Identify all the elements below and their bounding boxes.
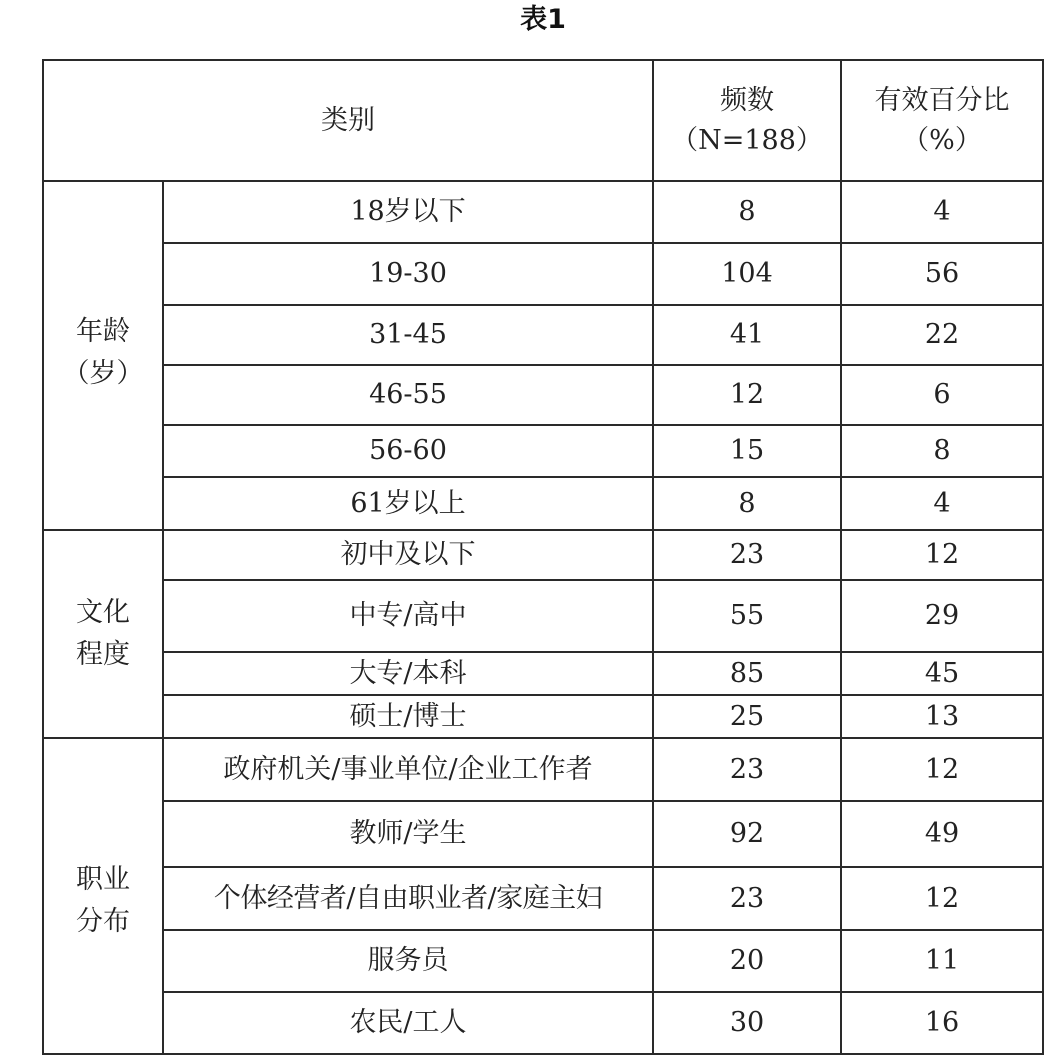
frequency-cell: 30 bbox=[729, 1007, 765, 1038]
header-frequency-label: 频数 bbox=[720, 84, 774, 116]
group-divider bbox=[43, 737, 1043, 739]
frequency-cell: 41 bbox=[729, 319, 765, 350]
row-divider bbox=[163, 579, 1043, 581]
percent-cell: 12 bbox=[924, 539, 960, 570]
percent-cell: 29 bbox=[924, 600, 960, 631]
percent-cell: 16 bbox=[924, 1007, 960, 1038]
table-border-left bbox=[42, 59, 44, 1055]
header-frequency-n: （N=188） bbox=[671, 124, 823, 156]
row-divider bbox=[163, 929, 1043, 931]
column-divider bbox=[840, 59, 842, 1055]
item-cell: 个体经营者/自由职业者/家庭主妇 bbox=[213, 882, 603, 914]
frequency-cell: 92 bbox=[729, 818, 765, 849]
item-cell: 政府机关/事业单位/企业工作者 bbox=[223, 753, 593, 785]
percent-cell: 56 bbox=[924, 258, 960, 289]
percent-cell: 45 bbox=[924, 657, 960, 689]
group-divider bbox=[43, 529, 1043, 531]
item-cell: 农民/工人 bbox=[349, 1007, 467, 1038]
group-label-line: 分布 bbox=[76, 906, 130, 937]
header-percent-unit: （%） bbox=[902, 124, 982, 156]
row-divider bbox=[163, 651, 1043, 653]
item-cell: 初中及以下 bbox=[340, 539, 476, 570]
frequency-cell: 23 bbox=[729, 753, 765, 785]
header-frequency bbox=[653, 60, 841, 181]
item-cell: 硕士/博士 bbox=[349, 700, 467, 732]
group-label-line: 程度 bbox=[76, 639, 130, 670]
header-category bbox=[43, 60, 653, 181]
header-percent-label: 有效百分比 bbox=[874, 84, 1010, 116]
item-cell: 31-45 bbox=[369, 319, 447, 350]
item-cell: 大专/本科 bbox=[349, 657, 467, 689]
percent-cell: 8 bbox=[933, 435, 951, 466]
frequency-cell: 25 bbox=[729, 700, 765, 732]
group-label-line: 年龄 bbox=[76, 315, 130, 347]
frequency-cell: 8 bbox=[738, 196, 756, 227]
row-divider bbox=[163, 304, 1043, 306]
row-divider bbox=[163, 424, 1043, 426]
percent-cell: 6 bbox=[933, 379, 951, 410]
header-category-label: 类别 bbox=[321, 104, 375, 136]
percent-cell: 13 bbox=[924, 700, 960, 732]
table-border-right bbox=[1042, 59, 1044, 1055]
item-cell: 19-30 bbox=[369, 258, 447, 289]
group-label-line: 文化 bbox=[76, 597, 130, 628]
group-label-line: （岁） bbox=[62, 357, 144, 389]
item-cell: 18岁以下 bbox=[350, 196, 466, 227]
table-border-bottom bbox=[43, 1053, 1043, 1055]
percent-cell: 12 bbox=[924, 753, 960, 785]
frequency-cell: 85 bbox=[729, 657, 765, 689]
group-label-age bbox=[43, 181, 163, 530]
frequency-cell: 23 bbox=[729, 539, 765, 570]
row-divider bbox=[163, 476, 1043, 478]
header-percent bbox=[841, 60, 1043, 181]
row-divider bbox=[163, 694, 1043, 696]
item-cell: 61岁以上 bbox=[350, 487, 466, 519]
item-cell: 56-60 bbox=[369, 435, 447, 466]
percent-cell: 4 bbox=[933, 487, 951, 519]
header-divider bbox=[43, 180, 1043, 182]
group-label-line: 职业 bbox=[76, 864, 130, 895]
percent-cell: 22 bbox=[924, 319, 960, 350]
table-title: 表1 bbox=[520, 4, 566, 35]
row-divider bbox=[163, 991, 1043, 993]
column-divider bbox=[652, 59, 654, 1055]
percent-cell: 11 bbox=[924, 945, 960, 976]
frequency-cell: 15 bbox=[729, 435, 765, 466]
frequency-cell: 8 bbox=[738, 487, 756, 519]
row-divider bbox=[163, 242, 1043, 244]
item-cell: 教师/学生 bbox=[349, 818, 467, 849]
percent-cell: 4 bbox=[933, 196, 951, 227]
item-cell: 服务员 bbox=[367, 945, 449, 976]
frequency-cell: 55 bbox=[729, 600, 765, 631]
table-border-top bbox=[43, 59, 1043, 61]
row-divider bbox=[163, 866, 1043, 868]
percent-cell: 12 bbox=[924, 882, 960, 914]
frequency-cell: 104 bbox=[721, 258, 773, 289]
group-column-divider bbox=[162, 180, 164, 1055]
percent-cell: 49 bbox=[924, 818, 960, 849]
group-label-occupation bbox=[43, 738, 163, 1054]
item-cell: 46-55 bbox=[369, 379, 447, 410]
frequency-cell: 12 bbox=[729, 379, 765, 410]
row-divider bbox=[163, 800, 1043, 802]
group-label-education bbox=[43, 530, 163, 738]
item-cell: 中专/高中 bbox=[349, 600, 467, 631]
frequency-cell: 20 bbox=[729, 945, 765, 976]
row-divider bbox=[163, 364, 1043, 366]
frequency-cell: 23 bbox=[729, 882, 765, 914]
